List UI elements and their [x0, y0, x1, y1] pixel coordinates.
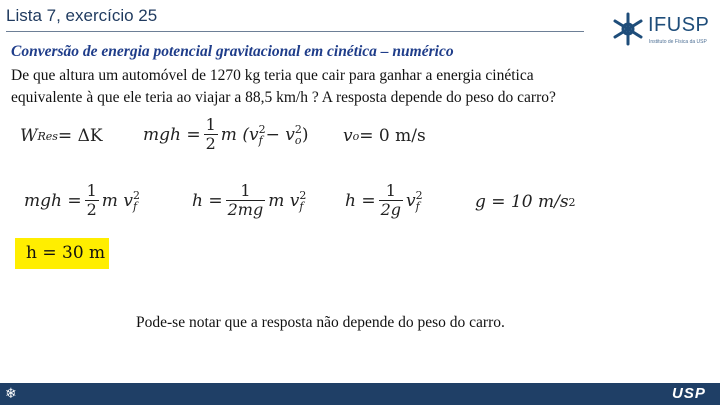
logo-text: IFUSP: [648, 14, 710, 36]
fraction-den-2: 2: [86, 200, 97, 219]
eq-mgh-energy: [143, 116, 308, 153]
eq-row2-mv: m v: [101, 190, 133, 211]
eq-v0-v: v: [343, 126, 353, 146]
eq-minus-vo: − v: [265, 124, 295, 145]
eq-h-mg: [192, 182, 306, 219]
header-title: Lista 7, exercício 25: [6, 6, 158, 25]
eq-h-sq: 2: [299, 188, 307, 202]
fraction-num-2: 1: [86, 181, 97, 200]
eq-row2-sub: f: [132, 199, 138, 213]
eq-sq-1: 2: [258, 122, 266, 136]
question-text: [11, 65, 661, 109]
eq-mgh-half: [24, 182, 140, 219]
eq-m-vf: m (v: [220, 124, 259, 145]
eq-sq-2: 2: [294, 122, 302, 136]
eq-g-sup: 2: [568, 195, 576, 209]
logo-subtext: Instituto de Física da USP: [649, 39, 707, 45]
eq-h-sub: f: [299, 199, 304, 213]
ifusp-snowflake-icon: [612, 12, 644, 46]
eq-h2-sub: f: [415, 199, 420, 213]
eq-h-g: [345, 182, 423, 219]
fraction-den: 2: [205, 134, 216, 153]
fraction-num-3: 1: [240, 181, 251, 200]
eq-g: g = 10 m/s: [475, 192, 569, 212]
eq-row2-mgh: mgh =: [24, 190, 82, 211]
fraction-den-4: 2g: [380, 200, 402, 219]
eq-row2-sq: 2: [132, 188, 140, 202]
fraction-half-2: [85, 182, 99, 219]
footer-usp-logo: USP: [672, 385, 706, 402]
question-line-1: De que altura um automóvel de 1270 kg teria que cair para ganhar a energia cinética: [11, 67, 534, 84]
eq-w: W: [20, 126, 38, 146]
eq-w-rhs: = ΔK: [57, 126, 103, 146]
eq-v0: [343, 126, 426, 146]
eq-v0-rhs: = 0 m/s: [359, 126, 426, 146]
eq-mgh-lhs: mgh =: [143, 124, 201, 145]
eq-vf-sub: f: [258, 133, 263, 147]
question-line-2: equivalente à que ele teria ao viajar a 88,5 km/h ? A resposta depende do peso do carro?: [11, 89, 556, 106]
fraction-1-over-2mg: [226, 182, 266, 219]
fraction-den-3: 2mg: [227, 200, 264, 219]
ifusp-logo: [612, 12, 712, 48]
eq-h2-v: v: [406, 190, 416, 211]
answer-equation: h = 30 m: [26, 243, 106, 263]
fraction-half: [204, 116, 218, 153]
conclusion-text: Pode-se notar que a resposta não depende do peso do carro.: [136, 314, 505, 331]
eq-h2-lhs: h =: [345, 190, 376, 211]
header-divider: [6, 31, 584, 32]
subtitle: Conversão de energia potencial gravitacional em cinética – numérico: [11, 43, 454, 60]
footer-bar: [0, 383, 720, 405]
footer-snowflake-icon: ❄: [5, 387, 17, 402]
eq-work-energy: [20, 126, 103, 146]
eq-vo-sub: o: [294, 133, 302, 147]
eq-h2-sq: 2: [415, 188, 423, 202]
eq-h-lhs: h =: [192, 190, 223, 211]
fraction-num: 1: [205, 115, 216, 134]
eq-close: ): [301, 124, 309, 145]
eq-w-sub: Res: [37, 129, 58, 143]
eq-gravity: [475, 192, 576, 212]
fraction-1-over-2g: [379, 182, 403, 219]
eq-h-mv: m v: [268, 190, 300, 211]
eq-v0-sub: o: [352, 129, 360, 143]
fraction-num-4: 1: [385, 181, 396, 200]
